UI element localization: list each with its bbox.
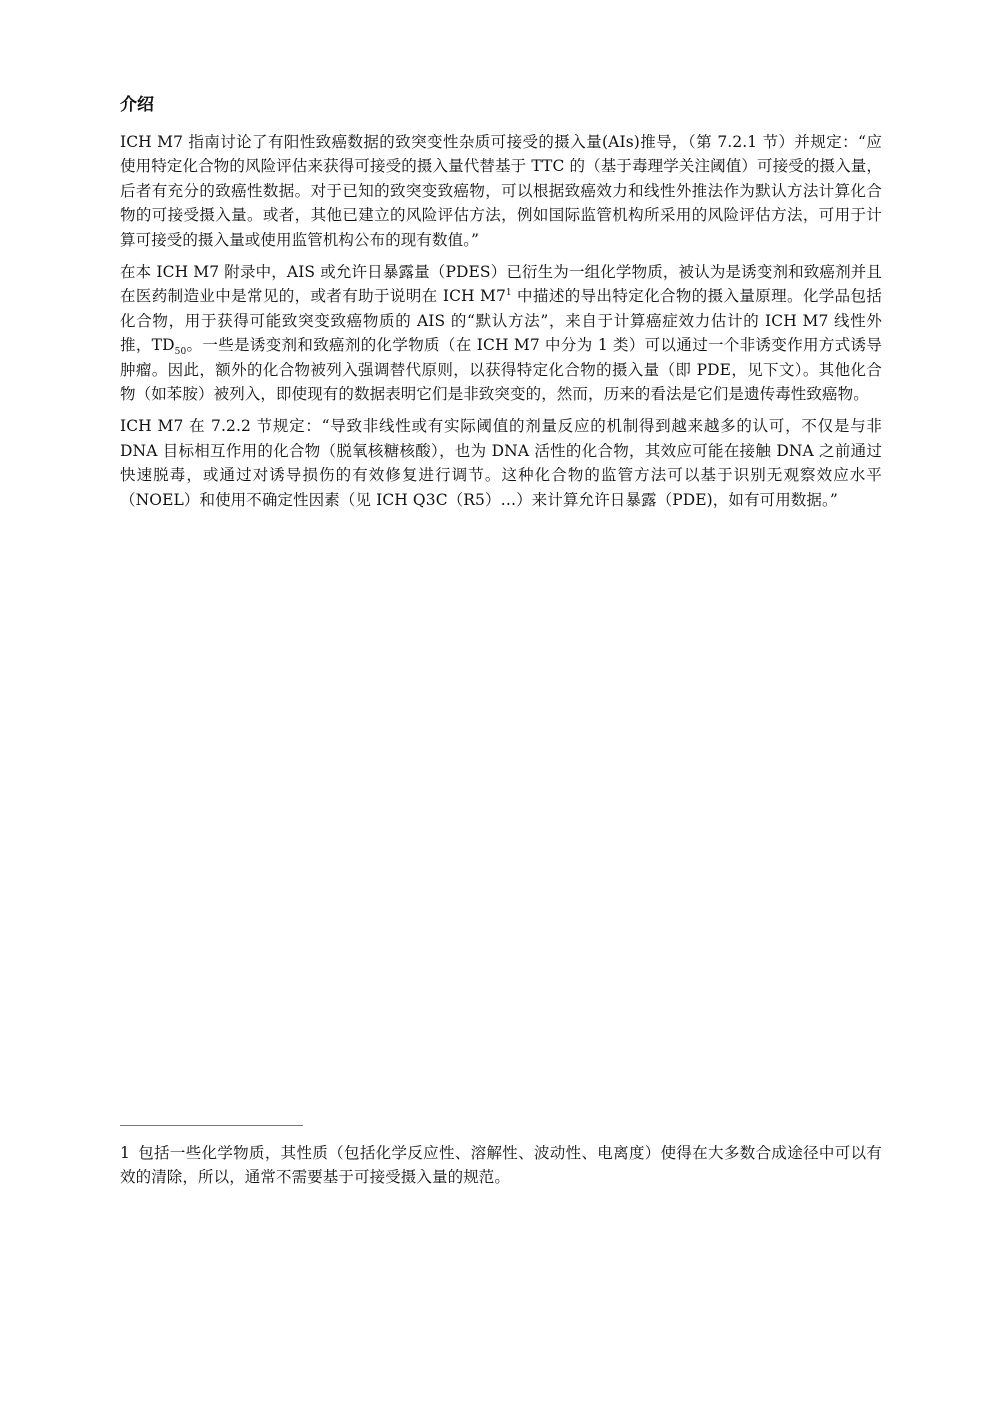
paragraph-3: ICH M7 在 7.2.2 节规定：“导致非线性或有实际阈值的剂量反应的机制得到越来越多的认可，不仅是与非 DNA 目标相互作用的化合物（脱氧核糖核酸），也为 DNA 活性的化合物，其效应可能在接触 DNA 之前通过快速脱毒，或通过对诱导损伤的有效修复进行调节。这种化合物的监管方法可以基于识别无观察效应水平（NOEL）和使用不确定性因素（见 ICH Q3C（R5）…）来计算允许日暴露（PDE)，如有可用数据。” <box>120 417 882 509</box>
footnote <box>120 1141 882 1190</box>
footnote-number: 1 <box>120 1144 130 1162</box>
footnote-divider <box>120 1125 303 1126</box>
paragraph-1: ICH M7 指南讨论了有阳性致癌数据的致突变性杂质可接受的摄入量(AIs)推导，（第 7.2.1 节）并规定：“应使用特定化合物的风险评估来获得可接受的摄入量代替基于 TTC 的（基于毒理学关注阈值）可接受的摄入量，后者有充分的致癌性数据。对于已知的致突变致癌物，可以根据致癌效力和线性外推法作为默认方法计算化合物的可接受摄入量。或者，其他已建立的风险评估方法，例如国际监管机构所采用的风险评估方法，可用于计算可接受的摄入量或使用监管机构公布的现有数值。” <box>120 133 882 249</box>
paragraph-2-part-1: 在本 ICH M7 附录中，AIS 或允许日暴露量（PDES）已衍生为一组化学物质，被认为是诱变剂和致癌剂并且在医药制造业中是常见的，或者有助于说明在 ICH M7 <box>120 263 882 306</box>
section-heading: 介绍 <box>120 95 154 115</box>
paragraph-2-part-3: 。一些是诱变剂和致癌剂的化学物质（在 ICH M7 中分为 1 类）可以通过一个非诱变作用方式诱导肿瘤。因此，额外的化合物被列入强调替代原则，以获得特定化合物的摄入量（即 PDE，见下文）。其他化合物（如苯胺）被列入，即使现有的数据表明它们是非致突变的，然而，历来的看法是它们是遗传毒性致癌物。 <box>120 336 882 404</box>
paragraph-2 <box>120 260 882 406</box>
main-content <box>120 93 882 520</box>
footnote-reference[interactable]: 1 <box>505 288 512 299</box>
td50-subscript: 50 <box>174 347 187 358</box>
paragraph-2-part-2: 中描述的导出特定化合物的摄入量原理。化学品包括化合物，用于获得可能致突变致癌物质的 AIS 的“默认方法”，来自于计算癌症效力估计的 ICH M7 线性外推，TD <box>120 287 882 355</box>
footnote-text: 包括一些化学物质，其性质（包括化学反应性、溶解性、波动性、电离度）使得在大多数合成途径中可以有效的清除，所以，通常不需要基于可接受摄入量的规范。 <box>120 1144 882 1187</box>
